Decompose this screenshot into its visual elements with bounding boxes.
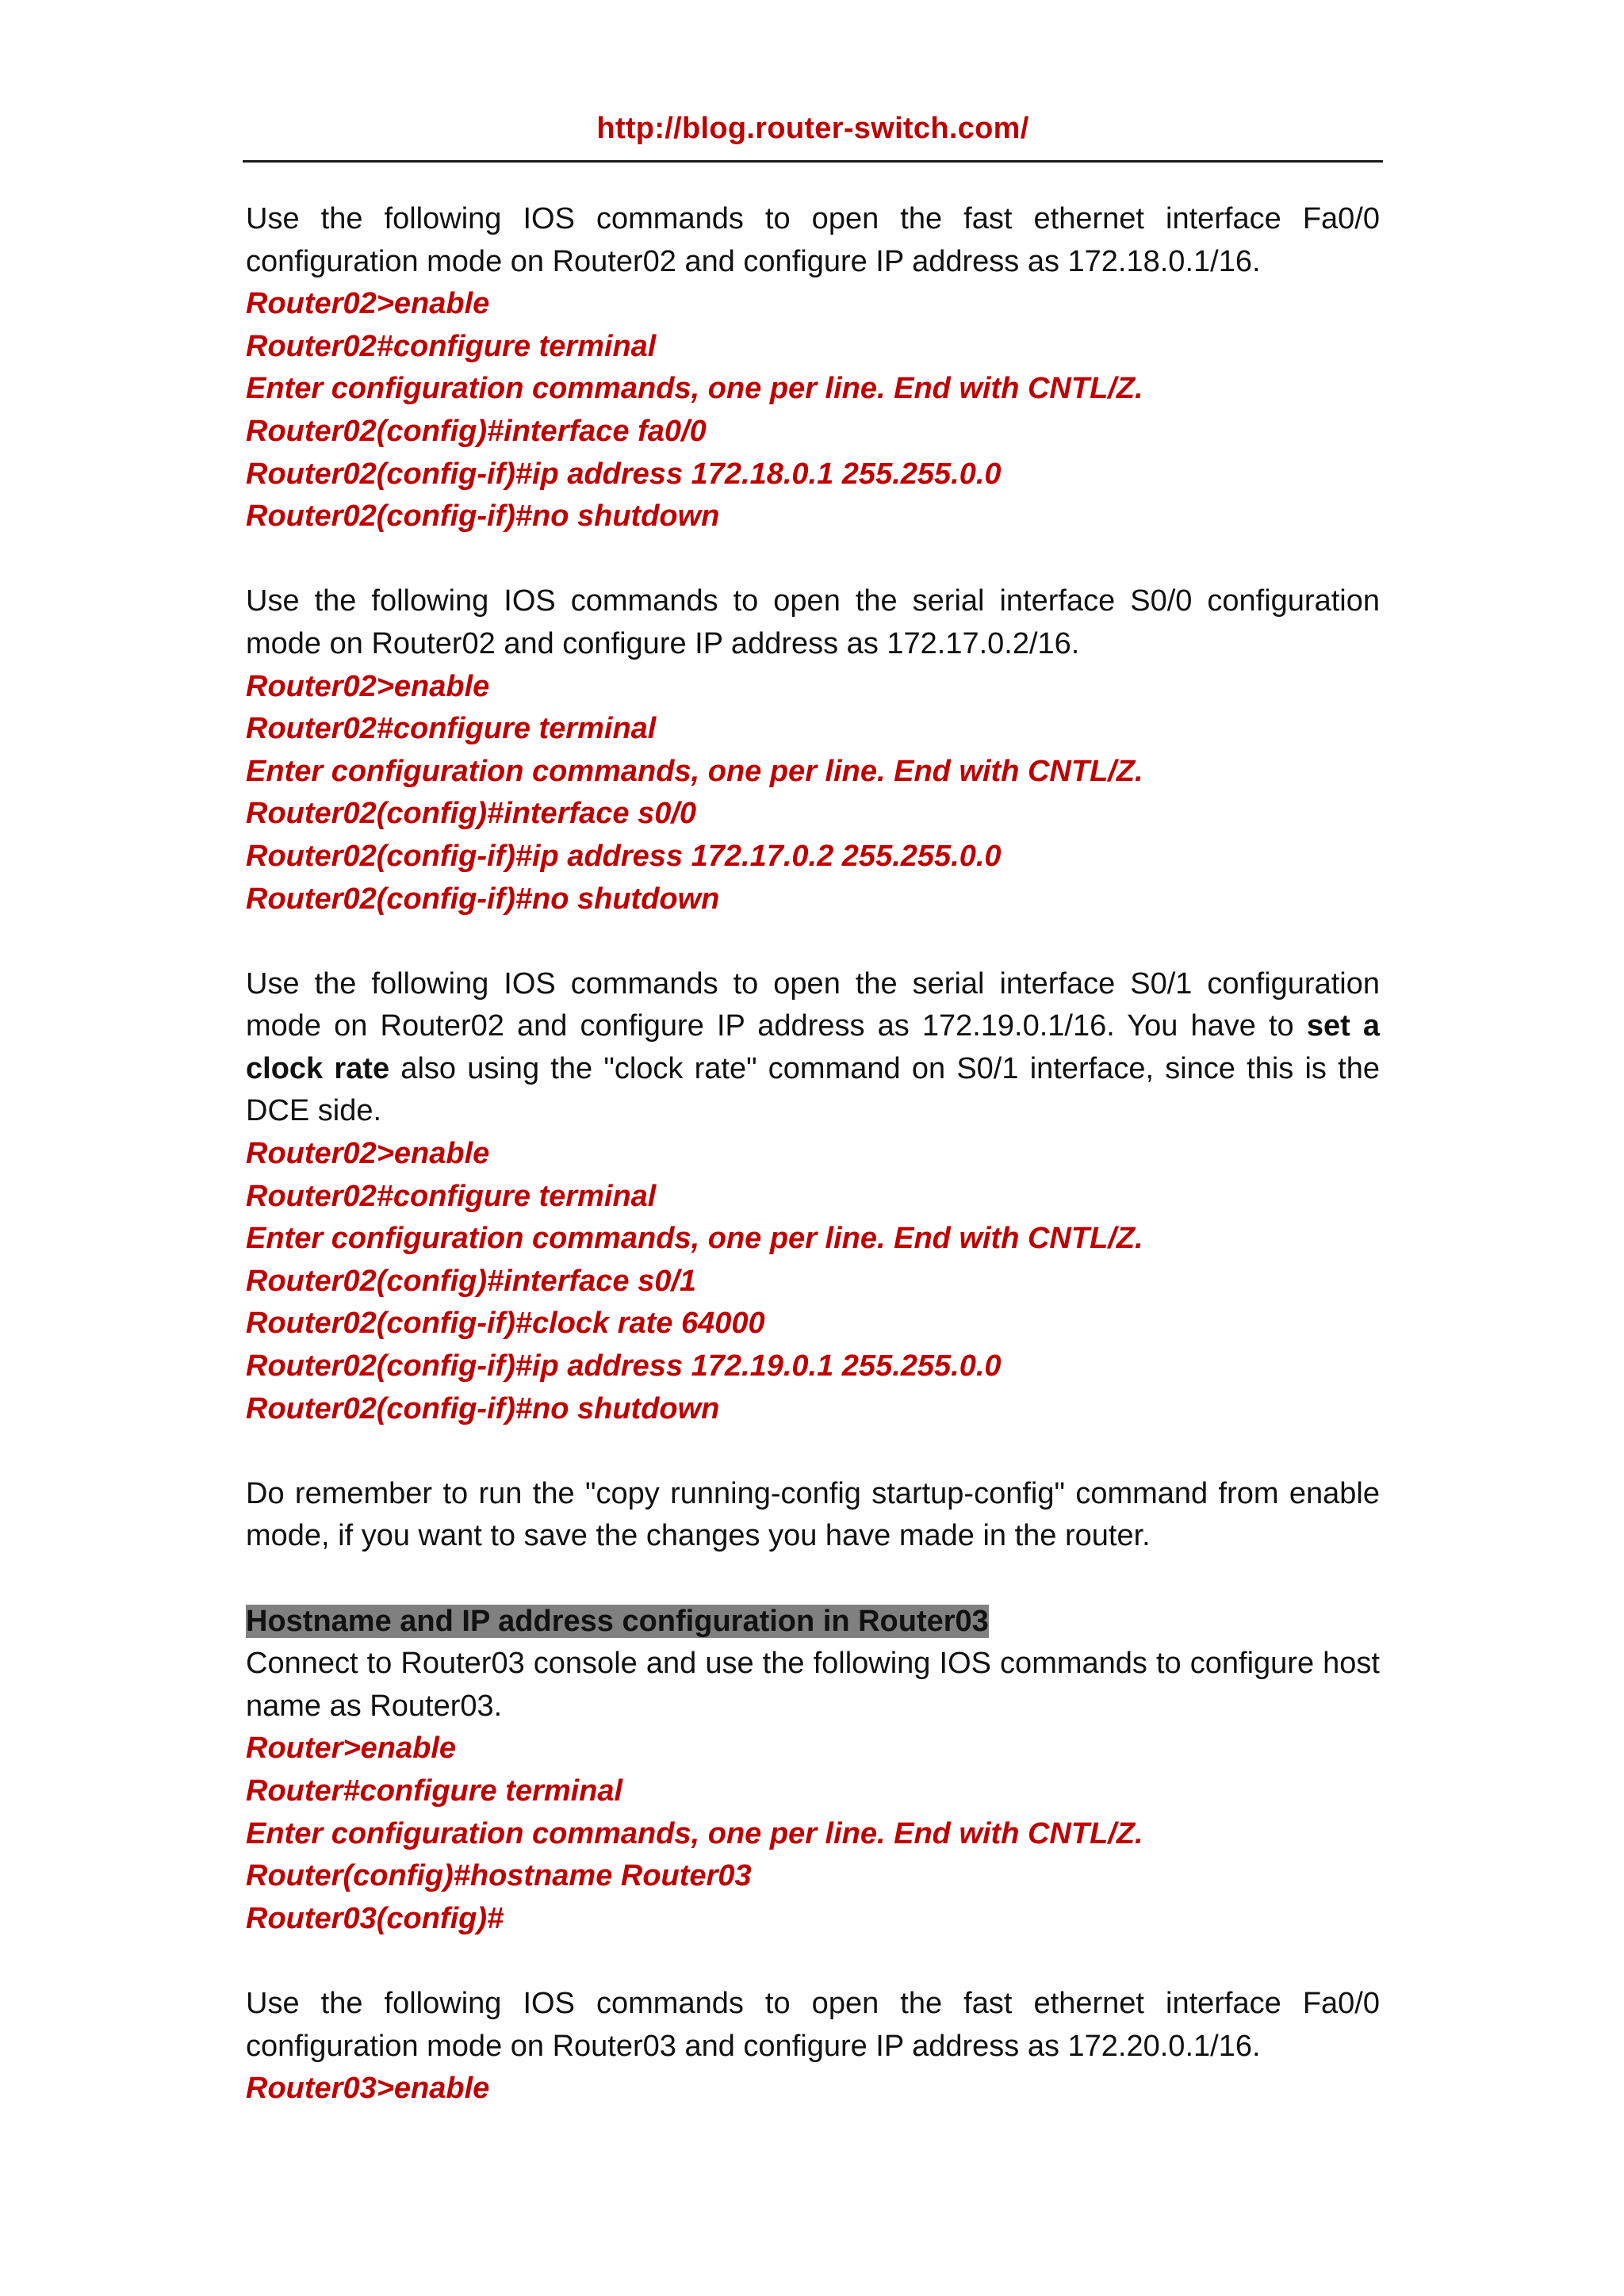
spacer (246, 1940, 1380, 1983)
spacer (246, 538, 1380, 581)
page-header (243, 109, 1383, 163)
section1-command: Router02(config-if)#no shutdown (246, 499, 720, 534)
section3-intro (246, 963, 1380, 1133)
section4-command: Router03(config)# (246, 1901, 504, 1935)
section3-intro-text: Use the following IOS commands to open the serial interface S0/1 configuration mode on Router02 and configure IP address as 172.19.0.1/16. You have to (246, 966, 1380, 1043)
section-heading (246, 1601, 1380, 1644)
section2-command: Router02>enable (246, 669, 490, 703)
section4-command: Router#configure terminal (246, 1774, 623, 1808)
header-url-link[interactable]: http://blog.router-switch.com/ (596, 112, 1029, 145)
section4-intro: Connect to Router03 console and use the following IOS commands to configure host name as Router03. (246, 1647, 1380, 1723)
section1-command: Router02#configure terminal (246, 329, 657, 363)
section-heading-text: Hostname and IP address configuration in Router03 (246, 1604, 989, 1638)
section3-command: Router02(config-if)#clock rate 64000 (246, 1307, 765, 1341)
section1-command: Router02(config-if)#ip address 172.18.0.1 255.255.0.0 (246, 457, 1002, 491)
section3-command: Router02(config-if)#ip address 172.19.0.1 255.255.0.0 (246, 1349, 1002, 1383)
section3-command: Router02#configure terminal (246, 1179, 657, 1213)
section3-command: Enter configuration commands, one per line. End with CNTL/Z. (246, 1222, 1143, 1256)
section5-intro: Use the following IOS commands to open the fast ethernet interface Fa0/0 configuration mode on Router03 and configure IP address as 172.20.0.1/16. (246, 1986, 1380, 2063)
section1-command: Router02>enable (246, 287, 490, 321)
section5-command: Router03>enable (246, 2072, 490, 2106)
section3-command: Router02(config)#interface s0/1 (246, 1264, 697, 1298)
spacer (246, 1558, 1380, 1601)
section2-command: Enter configuration commands, one per line. End with CNTL/Z. (246, 754, 1143, 788)
section2-command: Router02#configure terminal (246, 712, 657, 746)
section2-command: Router02(config-if)#no shutdown (246, 882, 720, 916)
section4-command: Enter configuration commands, one per line. End with CNTL/Z. (246, 1816, 1143, 1850)
spacer (246, 920, 1380, 963)
section2-intro: Use the following IOS commands to open the serial interface S0/0 configuration mode on Router02 and configure IP address as 172.17.0.2/16. (246, 584, 1380, 660)
section1-command: Enter configuration commands, one per line. End with CNTL/Z. (246, 372, 1143, 406)
section3-command: Router02>enable (246, 1137, 490, 1171)
section4-command: Router>enable (246, 1732, 457, 1766)
section2-command: Router02(config)#interface s0/0 (246, 797, 697, 831)
section1-intro: Use the following IOS commands to open the fast ethernet interface Fa0/0 configuration mode on Router02 and configure IP address as 172.18.0.1/16. (246, 202, 1380, 278)
section3-intro-text-end: also using the "clock rate" command on S0/1 interface, since this is the DCE side. (246, 1051, 1380, 1128)
spacer (246, 1430, 1380, 1473)
section2-command: Router02(config-if)#ip address 172.17.0.2 255.255.0.0 (246, 839, 1002, 873)
section3-command: Router02(config-if)#no shutdown (246, 1391, 720, 1425)
reminder-paragraph: Do remember to run the "copy running-config startup-config" command from enable mode, if you want to save the changes you have made in the router. (246, 1476, 1380, 1553)
document-body (246, 198, 1380, 2110)
section3-intro-bold: set a clock rate (246, 1009, 1380, 1085)
section1-command: Router02(config)#interface fa0/0 (246, 414, 707, 448)
section4-command: Router(config)#hostname Router03 (246, 1859, 752, 1893)
